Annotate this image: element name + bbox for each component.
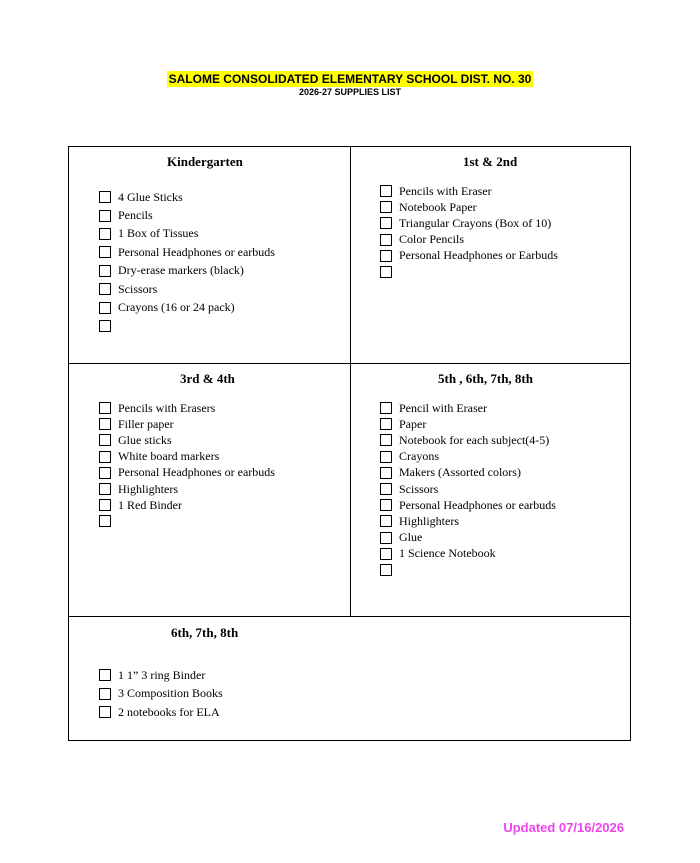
checkbox[interactable] (380, 499, 392, 511)
checkbox[interactable] (99, 483, 111, 495)
list-item (380, 449, 556, 465)
checkbox[interactable] (380, 467, 392, 479)
list-item (380, 562, 556, 578)
item-label: 1 1” 3 ring Binder (118, 667, 206, 682)
item-label: Filler paper (118, 416, 174, 431)
section-5th-8th (351, 364, 630, 617)
item-label: Personal Headphones or earbuds (399, 497, 556, 512)
checkbox[interactable] (99, 191, 111, 203)
list-item (99, 206, 275, 224)
checkbox[interactable] (380, 217, 392, 229)
section-1st-2nd (351, 147, 630, 364)
item-label: Paper (399, 416, 427, 431)
list-item (99, 685, 223, 704)
checkbox[interactable] (380, 402, 392, 414)
list-item (99, 449, 275, 465)
checklist (99, 188, 275, 335)
list-item (380, 416, 556, 432)
list-item (99, 225, 275, 243)
item-label: Crayons (16 or 24 pack) (118, 300, 235, 315)
section-3rd-4th (69, 364, 351, 617)
list-item (380, 513, 556, 529)
item-label: Notebook Paper (399, 199, 477, 214)
checkbox[interactable] (99, 228, 111, 240)
section-kindergarten (69, 147, 351, 364)
list-item (380, 400, 556, 416)
list-item (380, 497, 556, 513)
section-heading: 1st & 2nd (463, 154, 518, 169)
checkbox[interactable] (380, 266, 392, 278)
checklist (99, 666, 223, 722)
list-item (99, 497, 275, 513)
checkbox[interactable] (380, 532, 392, 544)
checkbox[interactable] (99, 467, 111, 479)
item-label: Pencils with Erasers (118, 400, 216, 415)
list-item (99, 432, 275, 448)
list-item (99, 262, 275, 280)
checklist (380, 183, 558, 280)
checkbox[interactable] (380, 418, 392, 430)
item-label: Makers (Assorted colors) (399, 465, 521, 480)
checkbox[interactable] (99, 265, 111, 277)
section-6th-8th (69, 617, 630, 740)
item-label: Highlighters (399, 513, 459, 528)
list-item (99, 481, 275, 497)
list-item (380, 481, 556, 497)
item-label: 3 Composition Books (118, 686, 223, 701)
checkbox[interactable] (99, 434, 111, 446)
list-item (380, 215, 558, 231)
checkbox[interactable] (99, 246, 111, 258)
checkbox[interactable] (380, 515, 392, 527)
checkbox[interactable] (99, 402, 111, 414)
checkbox[interactable] (99, 451, 111, 463)
checkbox[interactable] (380, 548, 392, 560)
item-label: Triangular Crayons (Box of 10) (399, 215, 552, 230)
item-label: White board markers (118, 449, 220, 464)
item-label: Pencils with Eraser (399, 183, 492, 198)
list-item (380, 530, 556, 546)
item-label: Notebook for each subject(4-5) (399, 432, 550, 447)
list-item (380, 183, 558, 199)
list-item (99, 465, 275, 481)
list-item (380, 432, 556, 448)
list-item (99, 243, 275, 261)
checkbox[interactable] (99, 499, 111, 511)
checkbox[interactable] (380, 201, 392, 213)
list-item (99, 513, 275, 529)
checkbox[interactable] (380, 451, 392, 463)
list-item (99, 416, 275, 432)
item-label: Color Pencils (399, 232, 464, 247)
section-heading: 3rd & 4th (180, 371, 235, 386)
item-label: Scissors (399, 481, 439, 496)
list-item (380, 546, 556, 562)
checklist (99, 400, 275, 530)
list-item (380, 248, 558, 264)
item-label: Dry-erase markers (black) (118, 263, 244, 278)
list-item (380, 199, 558, 215)
item-label: 2 notebooks for ELA (118, 704, 220, 719)
list-item (380, 232, 558, 248)
checkbox[interactable] (380, 434, 392, 446)
item-label: Highlighters (118, 481, 178, 496)
item-label: 1 Box of Tissues (118, 226, 199, 241)
item-label: Pencil with Eraser (399, 400, 487, 415)
checkbox[interactable] (380, 185, 392, 197)
item-label: Personal Headphones or Earbuds (399, 248, 558, 263)
checkbox[interactable] (99, 515, 111, 527)
list-item (99, 298, 275, 316)
item-label: 4 Glue Sticks (118, 189, 183, 204)
item-label: Pencils (118, 208, 153, 223)
list-item (99, 280, 275, 298)
checkbox[interactable] (380, 250, 392, 262)
item-label: 1 Red Binder (118, 497, 182, 512)
item-label: Personal Headphones or earbuds (118, 244, 275, 259)
checkbox[interactable] (99, 210, 111, 222)
list-item (380, 264, 558, 280)
list-item (380, 465, 556, 481)
item-label: Scissors (118, 281, 158, 296)
item-label: Crayons (399, 449, 439, 464)
list-item (99, 188, 275, 206)
list-item (99, 317, 275, 335)
item-label: Glue sticks (118, 432, 172, 447)
checkbox[interactable] (99, 302, 111, 314)
list-item (99, 703, 223, 722)
section-heading: 6th, 7th, 8th (171, 625, 239, 640)
checkbox[interactable] (99, 320, 111, 332)
item-label: Personal Headphones or earbuds (118, 465, 275, 480)
checkbox[interactable] (99, 669, 111, 681)
supplies-table (68, 146, 631, 741)
list-item (99, 400, 275, 416)
item-label: 1 Science Notebook (399, 546, 496, 561)
checkbox[interactable] (380, 234, 392, 246)
checkbox[interactable] (99, 283, 111, 295)
supplies-list-subtitle: 2026-27 SUPPLIES LIST (298, 87, 402, 97)
school-title (0, 70, 700, 88)
checkbox[interactable] (380, 483, 392, 495)
checkbox[interactable] (99, 688, 111, 700)
item-label: Glue (399, 530, 423, 545)
list-item (99, 666, 223, 685)
checkbox[interactable] (380, 564, 392, 576)
section-heading: 5th , 6th, 7th, 8th (438, 371, 533, 386)
school-title-text: SALOME CONSOLIDATED ELEMENTARY SCHOOL DIST. NO. 30 (168, 72, 532, 86)
checkbox[interactable] (99, 418, 111, 430)
updated-date: Updated 07/16/2026 (503, 820, 624, 835)
section-heading: Kindergarten (167, 154, 243, 169)
checkbox[interactable] (99, 706, 111, 718)
checklist (380, 400, 556, 578)
